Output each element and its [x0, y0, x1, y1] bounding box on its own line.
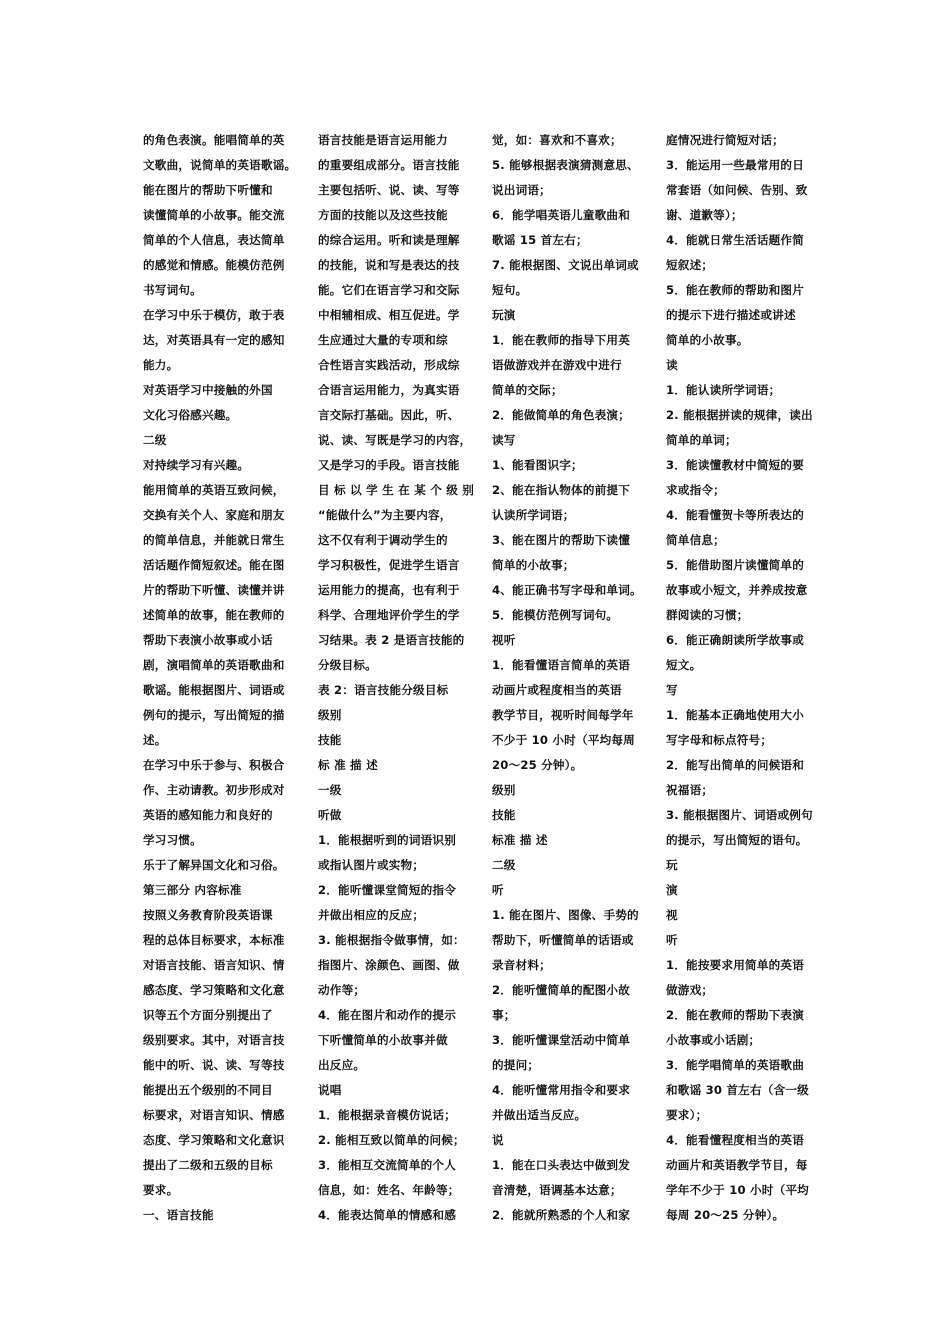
text-line: 简单信息；: [666, 533, 725, 547]
text-line: 识等五个方面分别提出了: [143, 1008, 273, 1022]
text-column-3: [492, 128, 644, 1228]
text-line: 例句的提示，写出简短的描: [143, 708, 285, 722]
text-line: 的角色表演。能唱简单的英: [143, 133, 285, 147]
text-line: 态度、学习策略和文化意识: [143, 1133, 285, 1147]
text-line: 3．能学唱简单的英语歌曲: [666, 1058, 804, 1072]
text-line: 言交际打基础。因此，听、: [318, 408, 460, 422]
text-column-1: [143, 128, 295, 1228]
text-line: 并做出相应的反应；: [318, 908, 425, 922]
text-column-2: [318, 128, 475, 1228]
text-line: 2. 能相互致以简单的问候；: [318, 1133, 465, 1147]
text-line: 演: [666, 883, 678, 897]
text-line: 认读所学词语；: [492, 508, 575, 522]
text-line: 要求。: [143, 1183, 179, 1197]
text-line: 能在图片的帮助下听懂和: [143, 183, 273, 197]
text-line: 读: [666, 358, 678, 372]
text-line: 2．能写出简单的问候语和: [666, 758, 804, 772]
text-line: 听做: [318, 808, 342, 822]
text-line: 并做出适当反应。: [492, 1108, 587, 1122]
text-line: 级别要求。其中，对语言技: [143, 1033, 285, 1047]
text-line: 歌谣 15 首左右；: [492, 233, 588, 247]
text-line: 的综合运用。听和读是理解: [318, 233, 460, 247]
text-line: 歌谣。能根据图片、词语或: [143, 683, 285, 697]
text-line: 能用简单的英语互致问候，: [143, 483, 285, 497]
text-line: 读写: [492, 433, 516, 447]
text-line: 4．能在图片和动作的提示: [318, 1008, 456, 1022]
text-line: 标要求，对语言知识、情感: [143, 1108, 285, 1122]
text-line: 视听: [492, 633, 516, 647]
text-line: 1．能根据听到的词语识别: [318, 833, 456, 847]
text-line: 能力。: [143, 358, 179, 372]
text-line: 小故事或小话剧；: [666, 1033, 761, 1047]
text-line: 或指认图片或实物；: [318, 858, 425, 872]
text-line: 作、主动请教。初步形成对: [143, 783, 285, 797]
text-line: 每周 20～25 分钟）。: [666, 1208, 785, 1222]
text-line: 学习积极性，促进学生语言: [318, 558, 460, 572]
text-line: 下听懂简单的小故事并做: [318, 1033, 448, 1047]
text-line: 目 标 以 学 生 在 某 个 级 别: [318, 483, 475, 497]
text-line: 不少于 10 小时（平均每周: [492, 733, 635, 747]
text-line: 出反应。: [318, 1058, 366, 1072]
text-line: 4．能听懂常用指令和要求: [492, 1083, 630, 1097]
text-line: 的重要组成部分。语言技能: [318, 158, 460, 172]
text-line: 对持续学习有兴趣。: [143, 458, 250, 472]
text-line: 说: [492, 1133, 504, 1147]
text-line: 级别: [318, 708, 342, 722]
text-line: 在学习中乐于参与、积极合: [143, 758, 285, 772]
text-line: 录音材料；: [492, 958, 551, 972]
text-line: 指图片、涂颜色、画图、做: [318, 958, 460, 972]
text-line: 在学习中乐于模仿，敢于表: [143, 308, 285, 322]
text-line: 这不仅有利于调动学生的: [318, 533, 448, 547]
text-line: 合性语言实践活动，形成综: [318, 358, 460, 372]
text-line: 中相辅相成、相互促进。学: [318, 308, 460, 322]
text-line: 1．能在教师的指导下用英: [492, 333, 630, 347]
text-line: 1．能按要求用简单的英语: [666, 958, 804, 972]
text-line: 5．能在教师的帮助和图片: [666, 283, 804, 297]
text-line: 方面的技能以及这些技能: [318, 208, 448, 222]
text-line: 感态度、学习策略和文化意: [143, 983, 285, 997]
text-line: 短叙述；: [666, 258, 714, 272]
text-line: 标 准 描 述: [318, 758, 378, 772]
text-line: 1．能基本正确地使用大小: [666, 708, 804, 722]
text-line: 语言技能是语言运用能力: [318, 133, 448, 147]
text-line: 交换有关个人、家庭和朋友: [143, 508, 285, 522]
text-line: 一、语言技能: [143, 1208, 214, 1222]
text-line: 和歌谣 30 首左右（含一级: [666, 1083, 809, 1097]
text-line: 庭情况进行简短对话；: [666, 133, 784, 147]
text-line: 3．能读懂教材中简短的要: [666, 458, 804, 472]
text-line: 的提示下进行描述或讲述: [666, 308, 796, 322]
text-line: 要求）；: [666, 1108, 708, 1122]
text-line: 3．能相互交流简单的个人: [318, 1158, 456, 1172]
text-line: 帮助下表演小故事或小话: [143, 633, 273, 647]
text-line: 2、能在指认物体的前提下: [492, 483, 630, 497]
text-line: 求或指令；: [666, 483, 725, 497]
text-line: 视: [666, 908, 678, 922]
text-line: 能提出五个级别的不同目: [143, 1083, 273, 1097]
text-line: 对英语学习中接触的外国: [143, 383, 273, 397]
text-line: 写字母和标点符号；: [666, 733, 773, 747]
text-line: 对语言技能、语言知识、情: [143, 958, 285, 972]
text-line: 2．能听懂简单的配图小故: [492, 983, 630, 997]
text-line: 4．能看懂贺卡等所表达的: [666, 508, 804, 522]
text-line: 英语的感知能力和良好的: [143, 808, 273, 822]
text-line: 述简单的故事，能在教师的: [143, 608, 285, 622]
text-line: 帮助下，听懂简单的话语或: [492, 933, 634, 947]
text-line: 分级目标。: [318, 658, 377, 672]
text-line: 4．能就日常生活话题作简: [666, 233, 804, 247]
text-line: 20～25 分钟）。: [492, 758, 583, 772]
text-line: 2．能做简单的角色表演；: [492, 408, 630, 422]
text-line: 玩演: [492, 308, 516, 322]
text-line: 6．能学唱英语儿童歌曲和: [492, 208, 630, 222]
text-line: 信息，如：姓名、年龄等；: [318, 1183, 460, 1197]
text-line: 说唱: [318, 1083, 342, 1097]
text-line: 5．能模仿范例写词句。: [492, 608, 619, 622]
text-line: 谢、道歉等）；: [666, 208, 743, 222]
text-line: 1、能看图识字；: [492, 458, 583, 472]
text-line: 3. 能根据指令做事情，如：: [318, 933, 465, 947]
text-line: 听: [666, 933, 678, 947]
text-line: 文化习俗感兴趣。: [143, 408, 238, 422]
text-line: 动作等；: [318, 983, 366, 997]
text-line: 合语言运用能力，为真实语: [318, 383, 460, 397]
text-line: 活话题作简短叙述。能在图: [143, 558, 285, 572]
text-line: 达，对英语具有一定的感知: [143, 333, 285, 347]
text-line: 常套语（如问候、告别、致: [666, 183, 808, 197]
text-line: 3．能听懂课堂活动中简单: [492, 1033, 630, 1047]
text-line: “能做什么”为主要内容，: [318, 508, 452, 522]
text-line: 学年不少于 10 小时（平均: [666, 1183, 809, 1197]
text-line: 生应通过大量的专项和综: [318, 333, 448, 347]
text-line: 级别: [492, 783, 516, 797]
text-line: 书写词句。: [143, 283, 202, 297]
text-line: 群阅读的习惯；: [666, 608, 749, 622]
text-line: 写: [666, 683, 678, 697]
text-line: 乐于了解异国文化和习俗。: [143, 858, 285, 872]
text-line: 运用能力的提高，也有利于: [318, 583, 460, 597]
text-line: 习结果。表 2 是语言技能的: [318, 633, 465, 647]
text-line: 的技能，说和写是表达的技: [318, 258, 460, 272]
text-line: 简单的小故事；: [492, 558, 575, 572]
text-line: 2．能在教师的帮助下表演: [666, 1008, 804, 1022]
text-line: 6．能正确朗读所学故事或: [666, 633, 804, 647]
text-line: 读懂简单的小故事。能交流: [143, 208, 285, 222]
text-line: 简单的交际；: [492, 383, 563, 397]
text-line: 1．能认读所学词语；: [666, 383, 781, 397]
text-line: 简单的单词；: [666, 433, 737, 447]
text-line: 3. 能根据图片、词语或例句: [666, 808, 813, 822]
text-line: 做游戏；: [666, 983, 714, 997]
text-line: 简单的个人信息，表达简单: [143, 233, 285, 247]
text-line: 2. 能根据拼读的规律，读出: [666, 408, 813, 422]
text-line: 祝福语；: [666, 783, 714, 797]
text-line: 第三部分 内容标准: [143, 883, 242, 897]
text-line: 4．能看懂程度相当的英语: [666, 1133, 804, 1147]
text-line: 主要包括听、说、读、写等: [318, 183, 460, 197]
text-line: 短句。: [492, 283, 528, 297]
text-line: 语做游戏并在游戏中进行: [492, 358, 622, 372]
text-line: 动画片或程度相当的英语: [492, 683, 622, 697]
text-line: 2．能就所熟悉的个人和家: [492, 1208, 630, 1222]
text-line: 剧，演唱简单的英语歌曲和: [143, 658, 285, 672]
text-line: 按照义务教育阶段英语课: [143, 908, 273, 922]
text-line: 简单的小故事。: [666, 333, 749, 347]
text-line: 的提问；: [492, 1058, 540, 1072]
text-line: 提出了二级和五级的目标: [143, 1158, 273, 1172]
text-line: 表 2：语言技能分级目标: [318, 683, 449, 697]
text-line: 3．能运用一些最常用的日: [666, 158, 804, 172]
text-line: 1．能根据录音模仿说话；: [318, 1108, 456, 1122]
text-line: 又是学习的手段。语言技能: [318, 458, 460, 472]
text-line: 程的总体目标要求，本标准: [143, 933, 285, 947]
text-line: 5. 能够根据表演猜测意思、: [492, 158, 639, 172]
text-line: 玩: [666, 858, 678, 872]
text-line: 5．能借助图片读懂简单的: [666, 558, 804, 572]
text-line: 标准 描 述: [492, 833, 548, 847]
text-line: 的简单信息，并能就日常生: [143, 533, 285, 547]
text-line: 片的帮助下听懂、读懂并讲: [143, 583, 285, 597]
text-line: 故事或小短文，并养成按意: [666, 583, 808, 597]
text-line: 1．能看懂语言简单的英语: [492, 658, 630, 672]
text-line: 述。: [143, 733, 167, 747]
text-line: 科学、合理地评价学生的学: [318, 608, 460, 622]
text-line: 7. 能根据图、文说出单词或: [492, 258, 639, 272]
text-line: 一级: [318, 783, 342, 797]
text-line: 说出词语；: [492, 183, 551, 197]
text-line: 1．能在口头表达中做到发: [492, 1158, 630, 1172]
text-column-4: [666, 128, 818, 1228]
text-line: 4、能正确书写字母和单词。: [492, 583, 642, 597]
text-line: 4．能表达简单的情感和感: [318, 1208, 456, 1222]
text-line: 技能: [318, 733, 342, 747]
text-line: 二级: [143, 433, 167, 447]
text-line: 音清楚，语调基本达意；: [492, 1183, 622, 1197]
text-line: 动画片和英语教学节目，每: [666, 1158, 808, 1172]
text-line: 事；: [492, 1008, 516, 1022]
text-line: 能中的听、说、读、写等技: [143, 1058, 285, 1072]
text-line: 觉，如：喜欢和不喜欢；: [492, 133, 622, 147]
text-line: 文歌曲，说简单的英语歌谣。: [143, 158, 297, 172]
text-line: 技能: [492, 808, 516, 822]
text-line: 二级: [492, 858, 516, 872]
text-line: 教学节目，视听时间每学年: [492, 708, 634, 722]
text-line: 短文。: [666, 658, 702, 672]
text-line: 2．能听懂课堂简短的指令: [318, 883, 456, 897]
text-line: 学习习惯。: [143, 833, 202, 847]
text-line: 听: [492, 883, 504, 897]
text-line: 1. 能在图片、图像、手势的: [492, 908, 639, 922]
text-line: 的提示，写出简短的语句。: [666, 833, 808, 847]
text-line: 的感觉和情感。能模仿范例: [143, 258, 285, 272]
text-line: 说、读、写既是学习的内容，: [318, 433, 472, 447]
text-line: 能。它们在语言学习和交际: [318, 283, 460, 297]
text-line: 3、能在图片的帮助下读懂: [492, 533, 630, 547]
